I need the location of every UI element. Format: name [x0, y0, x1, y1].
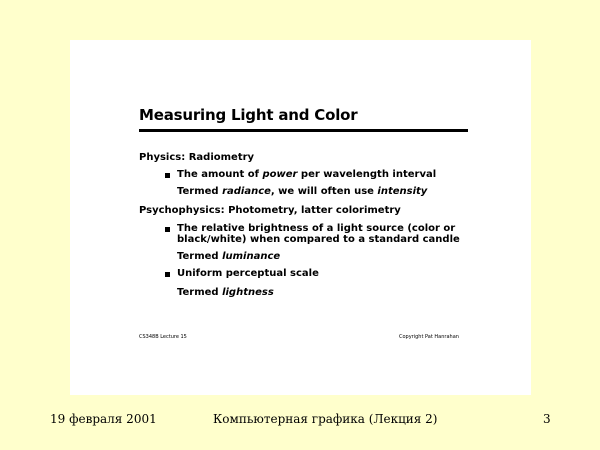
psycho-sub2-text: Termed	[177, 287, 223, 298]
title-rule	[139, 129, 468, 132]
bullet-marker	[165, 173, 170, 178]
physics-bullet-text-end: per wavelength interval	[297, 169, 437, 180]
psycho-sub2-em: lightness	[222, 287, 274, 298]
physics-sub-mid: , we will often use	[270, 186, 378, 197]
psycho-subpoint2	[177, 287, 274, 299]
physics-bullet	[177, 169, 436, 181]
psycho-sub1-text: Termed	[177, 251, 223, 262]
psycho-bullet2: Uniform perceptual scale	[177, 268, 319, 279]
slide-title: Measuring Light and Color	[139, 106, 358, 124]
psycho-bullet1-line2: black/white) when compared to a standard candle	[177, 234, 460, 245]
slide-footer-left: CS348B Lecture 15	[139, 334, 187, 340]
physics-subpoint	[177, 186, 427, 198]
footer-date: 19 февраля 2001	[50, 412, 157, 426]
slide-footer-right: Copyright Pat Hanrahan	[399, 334, 459, 340]
physics-bullet-text: The amount of	[177, 169, 263, 180]
physics-bullet-em: power	[262, 169, 298, 180]
physics-sub-em2: intensity	[377, 186, 428, 197]
footer-page-number: 3	[543, 412, 551, 426]
physics-heading: Physics: Radiometry	[139, 152, 255, 163]
slide-panel	[70, 40, 531, 395]
physics-sub-text: Termed	[177, 186, 223, 197]
bullet-marker	[165, 227, 170, 232]
psycho-bullet1-line1: The relative brightness of a light source (color or	[177, 223, 456, 234]
psycho-subpoint1	[177, 251, 280, 263]
psycho-heading: Psychophysics: Photometry, latter colorimetry	[139, 205, 401, 216]
physics-sub-em1: radiance	[222, 186, 271, 197]
bullet-marker	[165, 272, 170, 277]
footer-course: Компьютерная графика (Лекция 2)	[213, 412, 438, 426]
psycho-sub1-em: luminance	[222, 251, 281, 262]
